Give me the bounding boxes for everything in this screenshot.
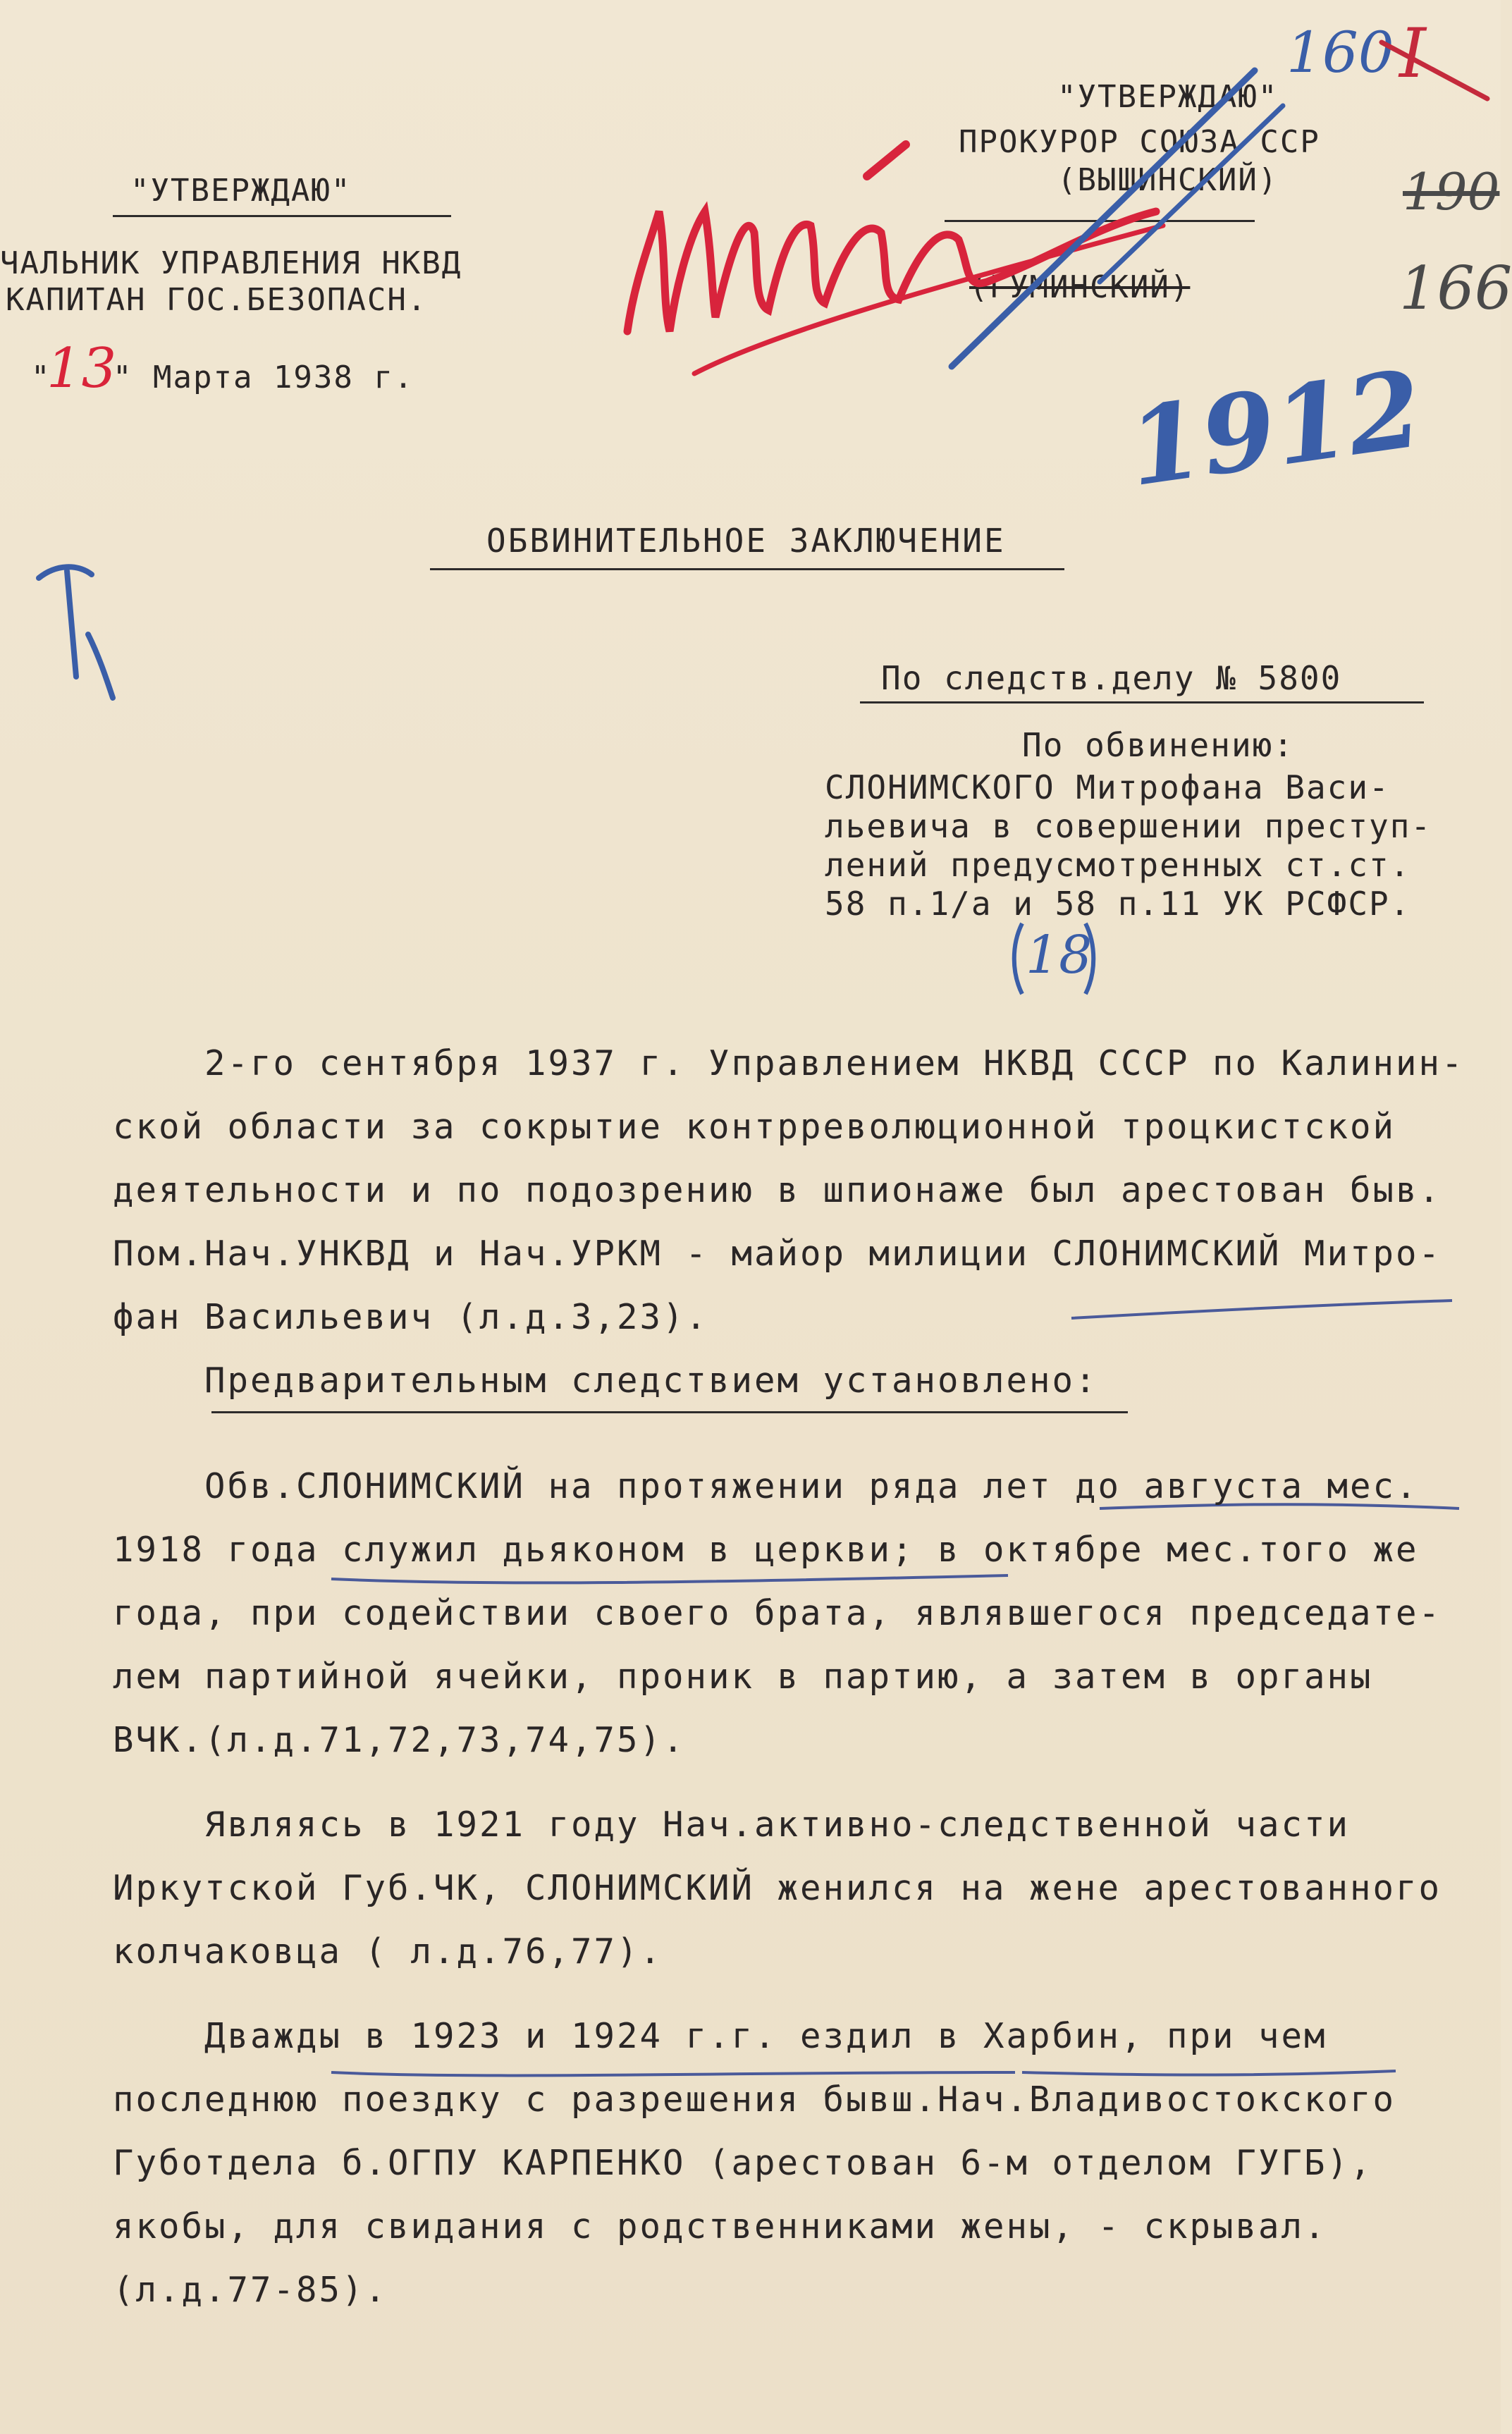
body-line: 1918 года служил дьяконом в церкви; в октябре мес.того же [113,1530,1419,1570]
body-line: Обв.СЛОНИМСКИЙ на протяжении ряда лет до августа мес. [113,1466,1419,1506]
date-open-quote: " [31,359,51,395]
accusation-line-4: 58 п.1/а и 58 п.11 УК РСФСР. [825,885,1411,923]
left-approval-line1: ЧАЛЬНИК УПРАВЛЕНИЯ НКВД [0,245,462,281]
case-number-underline [860,701,1424,703]
accusation-line-2: льевича в совершении преступ- [825,807,1432,845]
right-approval-line2: (ВЫШИНСКИЙ) [1057,162,1279,198]
body-line: фан Васильевич (л.д.3,23). [113,1297,709,1337]
body-line: якобы, для свидания с родственниками жены, - скрывал. [113,2206,1327,2246]
section-heading: Предварительным следствием установлено: [113,1360,1098,1401]
body-line: деятельности и по подозрению в шпионаже был арестован быв. [113,1170,1442,1210]
date-day-handwritten: 13 [47,337,117,400]
underline-harbin [1022,2071,1396,2075]
body-line: Пом.Нач.УНКВД и Нач.УРКМ - майор милиции СЛОНИМСКИЙ Митро- [113,1234,1442,1274]
body-line: Губотдела б.ОГПУ КАРПЕНКО (арестован 6-м отделом ГУГБ), [113,2143,1373,2183]
underline-years [331,2072,1015,2075]
body-line: лем партийной ячейки, проник в партию, а затем в органы [113,1657,1373,1697]
underline-deacon [331,1575,1008,1582]
body-line: последнюю поездку с разрешения бывш.Нач.Владивостокского [113,2079,1396,2120]
old-page-number: 190 [1403,162,1500,221]
body-line: Иркутской Губ.ЧК, СЛОНИМСКИЙ женился на жене арестованного [113,1868,1442,1908]
body-line: года, при содействии своего брата, являвшегося председате- [113,1593,1442,1633]
handwritten-mark-one: I [1399,14,1426,93]
body-line: ской области за сокрытие контрреволюционной троцкистской [113,1107,1396,1147]
new-page-number: 166 [1399,254,1512,323]
body-line: колчаковца ( л.д.76,77). [113,1931,663,1972]
underline-slonimsky [1071,1301,1452,1318]
blue-margin-mark [39,567,113,698]
blue-paren-left [1014,923,1022,994]
page-number-handwritten: 160 [1286,20,1394,85]
right-approval-line1: ПРОКУРОР СОЮЗА ССР [959,124,1320,160]
handwritten-doc-number: 1912 [1120,346,1430,511]
body-line: Являясь в 1921 году Нач.активно-следственной части [113,1805,1351,1845]
section-heading-underline [211,1411,1128,1413]
right-approval-title: "УТВЕРЖДАЮ" [1057,79,1279,115]
left-approval-title: "УТВЕРЖДАЮ" [130,173,352,209]
red-margin-cross [1382,42,1487,99]
accusation-line-3: лений предусмотренных ст.ст. [825,846,1411,884]
document-title: ОБВИНИТЕЛЬНОЕ ЗАКЛЮЧЕНИЕ [486,522,1006,560]
body-line: ВЧК.(л.д.71,72,73,74,75). [113,1720,686,1760]
red-tick [867,145,906,176]
date-rest: " Марта 1938 г. [113,359,414,395]
body-line: (л.д.77-85). [113,2270,388,2310]
left-approval-line2: КАПИТАН ГОС.БЕЗОПАСН. [6,282,428,318]
case-number: По следств.делу № 5800 [881,659,1342,697]
accusation-line-1: СЛОНИМСКОГО Митрофана Васи- [825,768,1390,806]
right-approval-line3: (ГУМИНСКИЙ) [969,269,1191,305]
title-underline [430,568,1064,570]
blue-strike-1 [952,70,1255,367]
accusation-label: По обвинению: [1022,726,1295,764]
red-signature [627,211,1156,331]
body-line: 2-го сентября 1937 г. Управлением НКВД СССР по Калинин- [113,1043,1465,1083]
body-line: Дважды в 1923 и 1924 г.г. ездил в Харбин, при чем [113,2016,1327,2056]
handwritten-18: 18 [1026,925,1093,985]
